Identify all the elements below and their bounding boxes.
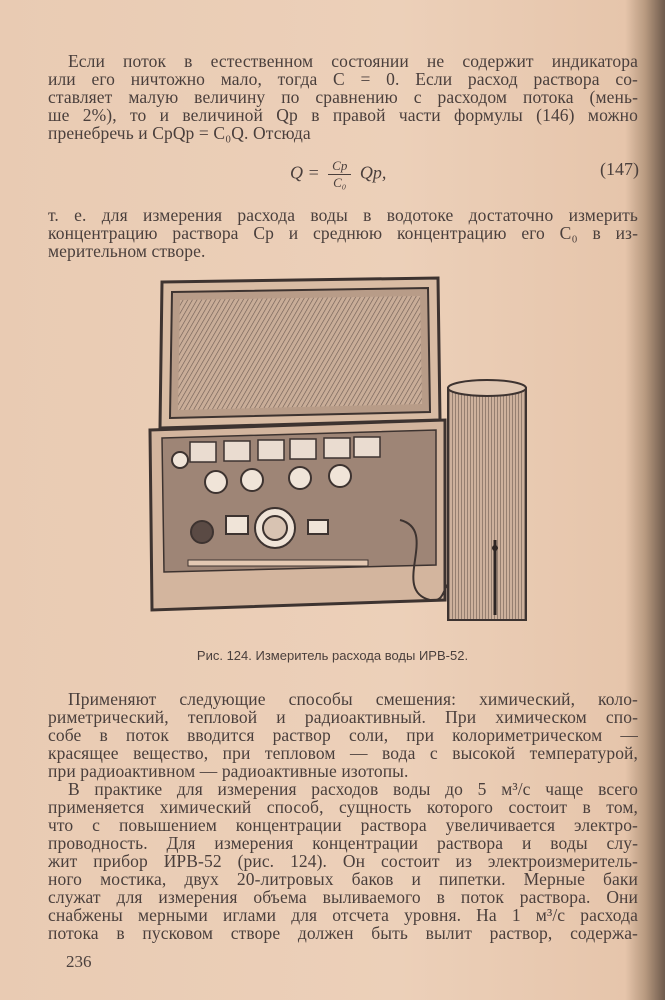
measuring-tank [448, 380, 526, 620]
text-line: при радиоактивном — радиоактивные изотопы. [48, 761, 409, 781]
text-line: риметрический, тепловой и радиоактивный. При химическом спо- [48, 707, 638, 727]
text-line: т. е. для измерения расхода воды в водотоке достаточно измерить [48, 205, 638, 225]
text-line: снабжены мерными иглами для отсчета уровня. На 1 м³/с расхода [48, 905, 638, 925]
text-line: потока в пусковом створе должен быть вылит раствор, содержа- [48, 923, 638, 943]
text-line: что с повышением концентрации раствора увеличивается электро- [48, 815, 638, 835]
figure-caption: Рис. 124. Измеритель расхода воды ИРВ-52. [196, 648, 469, 663]
text-line: ного мостика, двух 20-литровых баков и пипетки. Мерные баки [48, 869, 638, 889]
text-line: пренебречь и CрQр = C₀Q. Отсюда [48, 123, 311, 143]
text-line: служат для измерения объема выливаемого в поток раствора. Они [48, 887, 638, 907]
formula-numerator: Cр [328, 158, 351, 175]
text-line: ставляет малую величину по сравнению с расходом потока (мень- [48, 87, 638, 107]
text-line: концентрацию раствора Cр и среднюю концентрацию его C₀ в из- [48, 223, 638, 243]
text-line: проводность. Для измерения концентрации раствора и воды слу- [48, 833, 638, 853]
formula-lhs: Q = [290, 162, 320, 183]
text-line: мерительном створе. [48, 241, 206, 261]
text-line: ше 2%), то и величиной Qр в правой части формулы (146) можно [48, 105, 638, 125]
formula-rhs: Qр, [359, 162, 387, 183]
page-number: 236 [66, 952, 92, 971]
formula-147 [290, 158, 386, 191]
formula-denominator: C₀ [333, 175, 347, 190]
text-line: или его ничтожно мало, тогда C = 0. Если расход раствора со- [48, 69, 638, 89]
text-line: красящее вещество, при тепловом — вода с высокой температурой, [48, 743, 638, 763]
text-line: применяется химический способ, сущность которого состоит в том, [48, 797, 638, 817]
formula-fraction [328, 158, 351, 191]
text-line: собе в поток вводится раствор соли, при колориметрическом — [48, 725, 638, 745]
case-lid [160, 278, 440, 428]
text-line: жит прибор ИРВ-52 (рис. 124). Он состоит из электроизмеритель- [48, 851, 638, 871]
text-line: Если поток в естественном состоянии не содержит индикатора [68, 51, 638, 71]
instrument-illustration [140, 270, 540, 630]
text-line: В практике для измерения расходов воды до 5 м³/с чаще всего [68, 779, 638, 799]
text-line: Применяют следующие способы смешения: химический, коло- [68, 689, 638, 709]
equation-number: (147) [600, 159, 639, 179]
